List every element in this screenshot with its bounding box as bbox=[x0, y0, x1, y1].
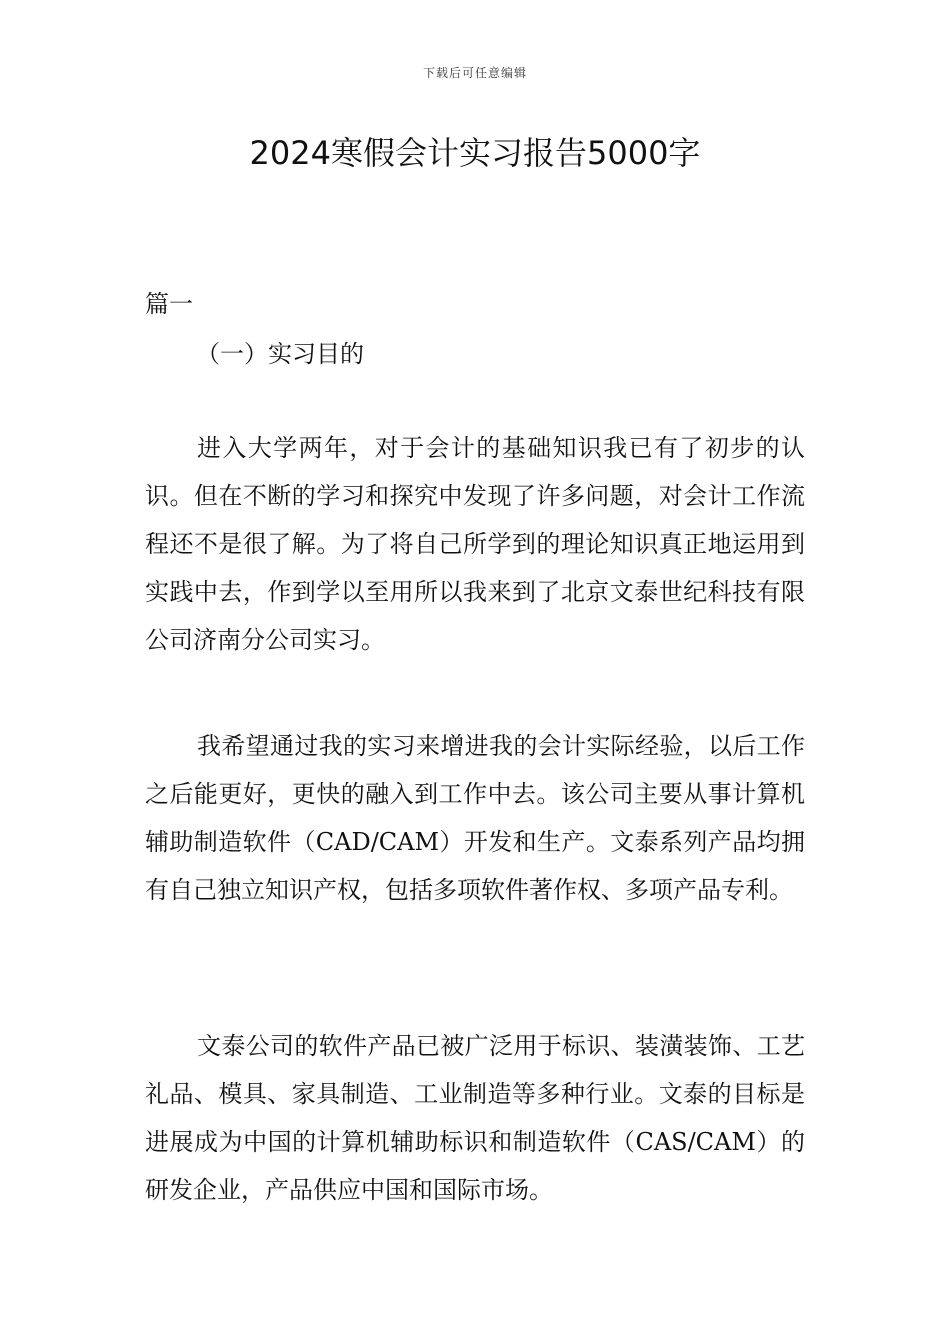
header-note: 下载后可任意编辑 bbox=[422, 66, 527, 80]
document-title: 2024寒假会计实习报告5000字 bbox=[249, 134, 701, 172]
paragraph-1: 进入大学两年，对于会计的基础知识我已有了初步的认识。但在不断的学习和探究中发现了许多问题，对会计工作流程还不是很了解。为了将自己所学到的理论知识真正地运用到实践中去，作到学以至用所以我来到了北京文泰世纪科技有限公司济南分公司实习。 bbox=[145, 434, 805, 654]
subheading: （一）实习目的 bbox=[196, 340, 364, 368]
paragraph-2: 我希望通过我的实习来增进我的会计实际经验，以后工作之后能更好，更快的融入到工作中去。该公司主要从事计算机辅助制造软件（CAD/CAM）开发和生产。文泰系列产品均拥有自己独立知识产权，包括多项软件著作权、多项产品专利。 bbox=[145, 732, 805, 904]
paragraph-3: 文泰公司的软件产品已被广泛用于标识、装潢装饰、工艺礼品、模具、家具制造、工业制造等多种行业。文泰的目标是进展成为中国的计算机辅助标识和制造软件（CAS/CAM）的研发企业，产品供应中国和国际市场。 bbox=[145, 1032, 805, 1204]
section-label: 篇一 bbox=[145, 290, 193, 318]
